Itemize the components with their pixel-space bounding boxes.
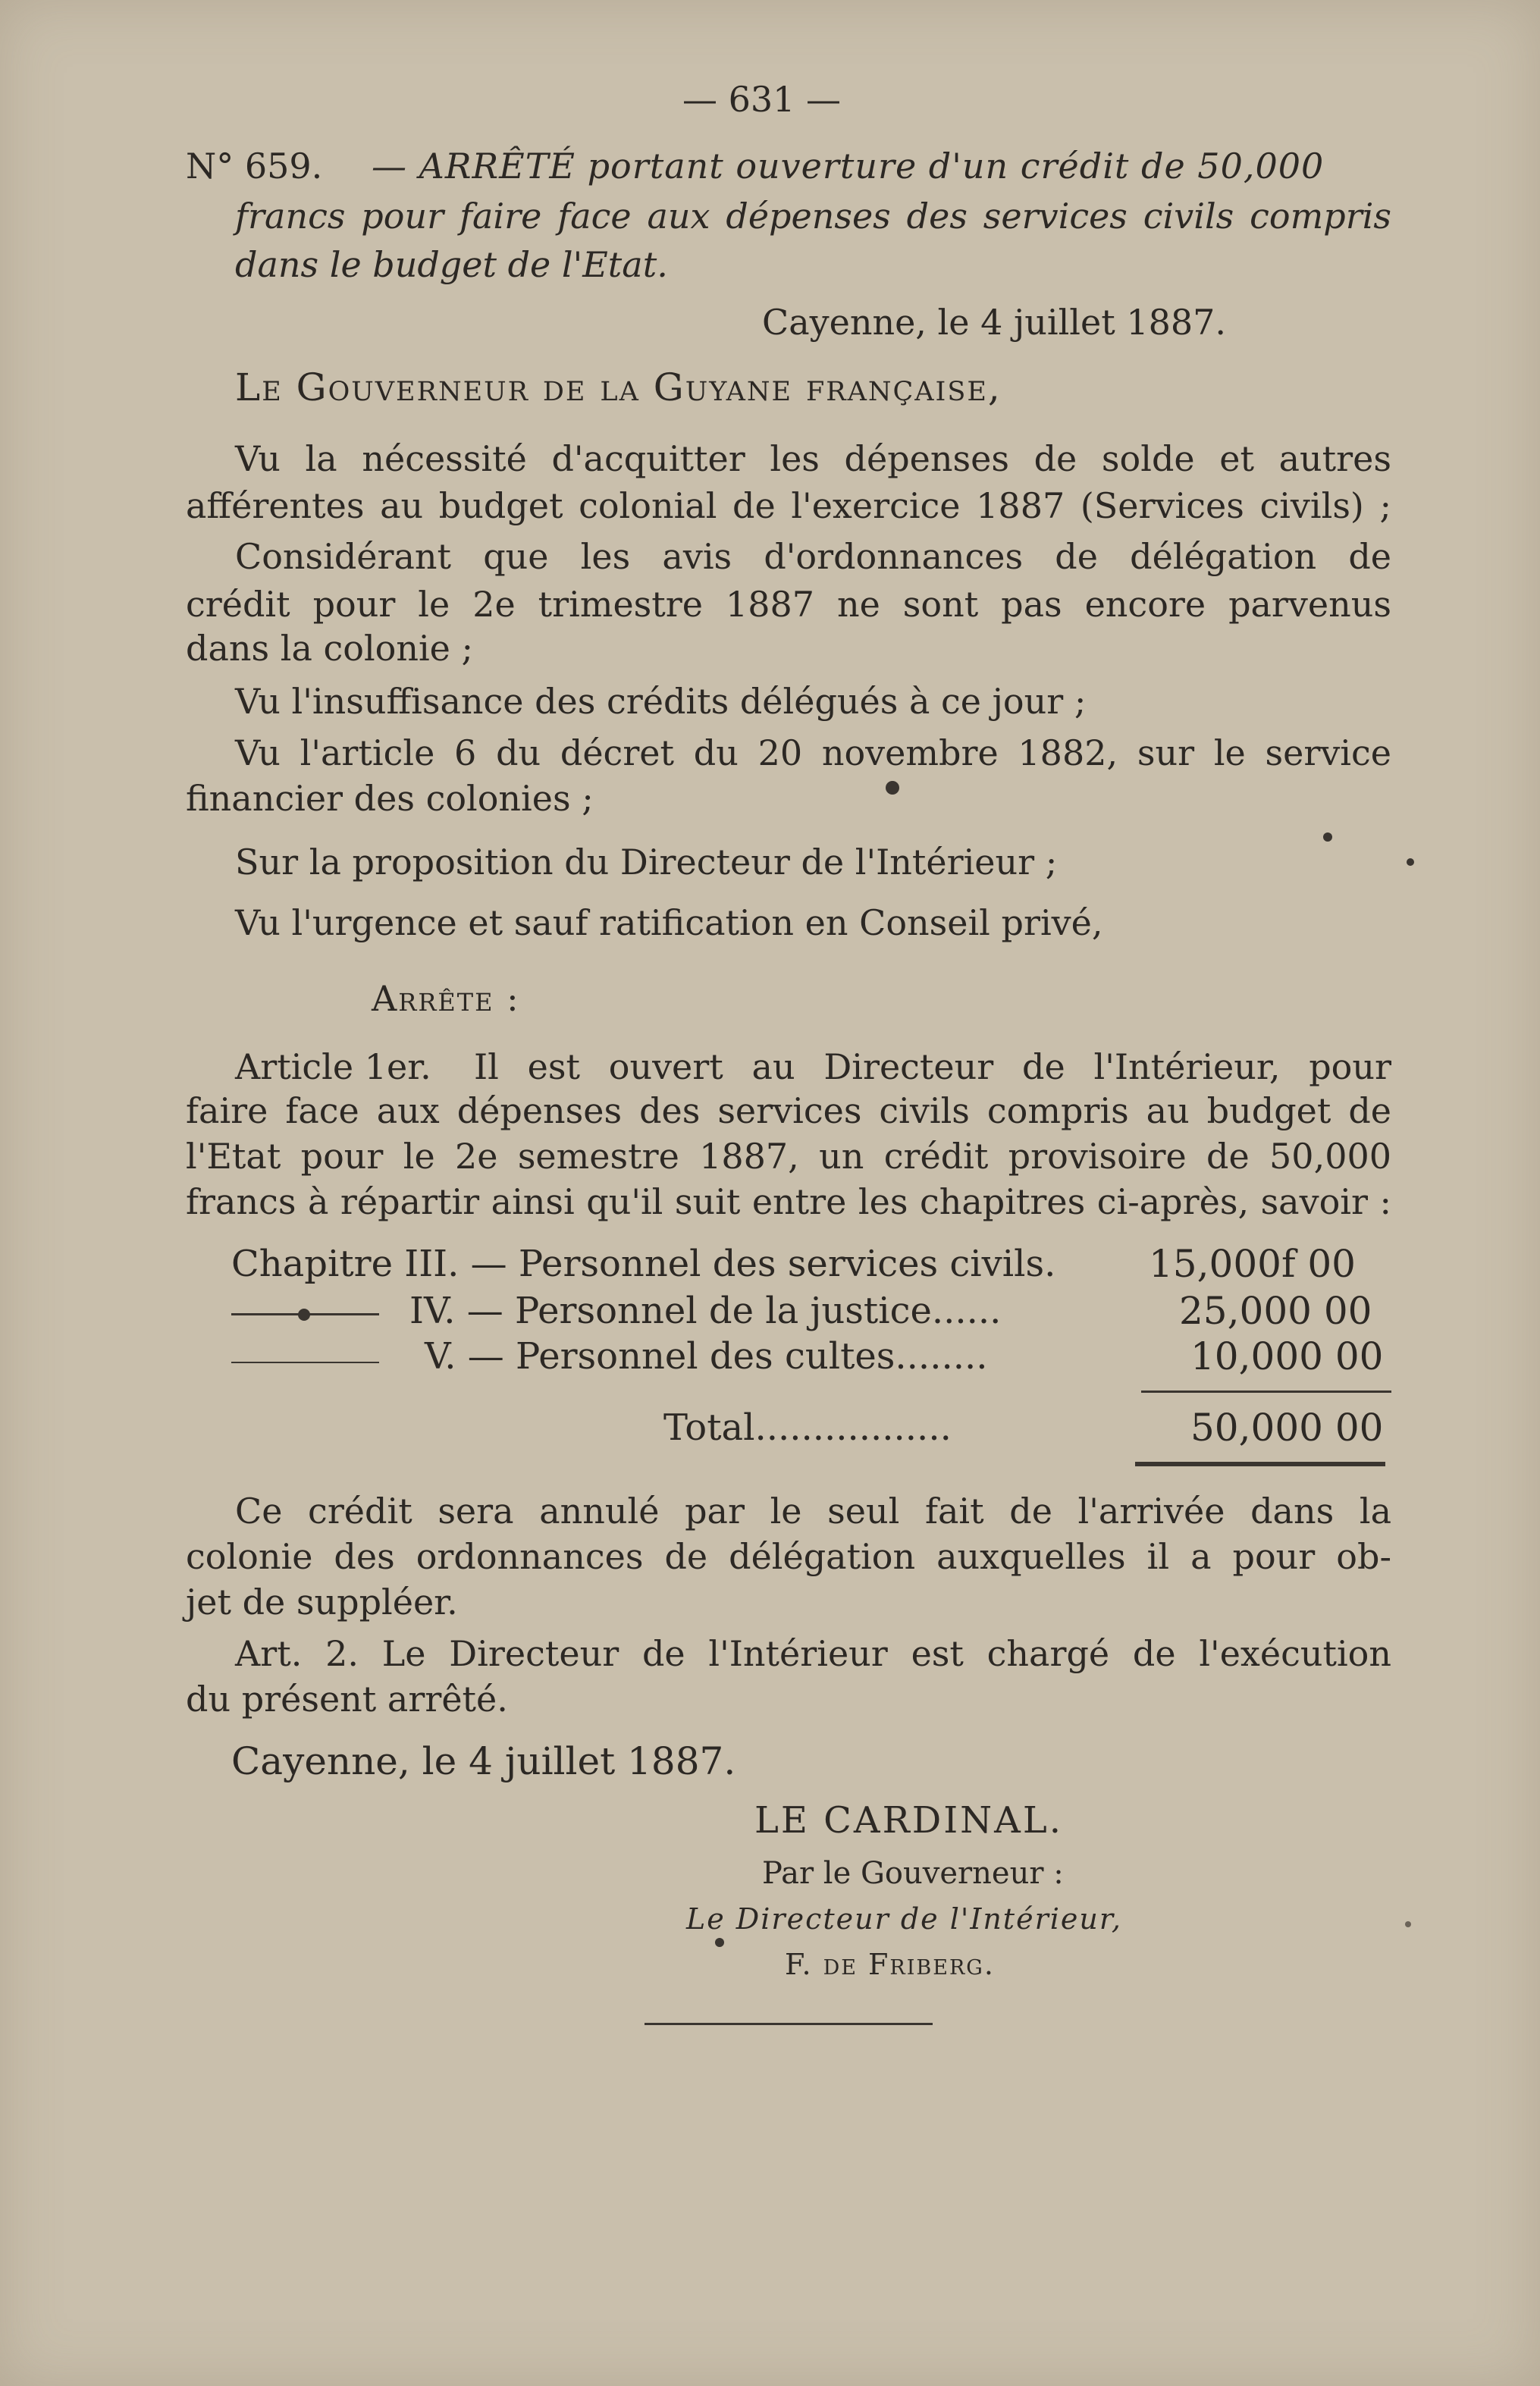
article-1-label: Article 1er. bbox=[235, 1046, 431, 1087]
chapter-3-label: Chapitre III. — Personnel des services civils. bbox=[231, 1243, 1056, 1285]
speck bbox=[1405, 1921, 1411, 1927]
speck bbox=[886, 781, 899, 795]
consideration-9: Sur la proposition du Directeur de l'Intérieur ; bbox=[235, 842, 1058, 883]
chapter-5-label: V. — Personnel des cultes........ bbox=[425, 1335, 988, 1378]
consideration-4: crédit pour le 2e trimestre 1887 ne sont pas encore parvenus bbox=[186, 584, 1391, 625]
article-1-line-1: Il est ouvert au Directeur de l'Intérieur, pour bbox=[474, 1046, 1391, 1087]
decree-title-line-3: dans le budget de l'Etat. bbox=[235, 244, 668, 285]
closing-line-1: Ce crédit sera annulé par le seul fait de l'arrivée dans la bbox=[235, 1491, 1391, 1532]
arrete-label: Arrête : bbox=[372, 978, 520, 1019]
consideration-5: dans la colonie ; bbox=[186, 628, 474, 669]
article-1-line-3: l'Etat pour le 2e semestre 1887, un crédit provisoire de 50,000 bbox=[186, 1136, 1391, 1177]
consideration-8: financier des colonies ; bbox=[186, 778, 594, 819]
consideration-2: afférentes au budget colonial de l'exercice 1887 (Services civils) ; bbox=[186, 485, 1391, 526]
article-2-line-2: du présent arrêté. bbox=[186, 1679, 508, 1720]
signature-name: LE CARDINAL. bbox=[754, 1799, 1063, 1842]
place-date: Cayenne, le 4 juillet 1887. bbox=[762, 302, 1227, 343]
sum-rule bbox=[1141, 1391, 1391, 1393]
consideration-6: Vu l'insuffisance des crédits délégués à ce jour ; bbox=[235, 681, 1087, 722]
decree-title-line-2: francs pour faire face aux dépenses des services civils compris bbox=[235, 196, 1391, 237]
chapter-5-amount: 10,000 00 bbox=[1190, 1334, 1384, 1378]
signature-signer: F. de Friberg. bbox=[785, 1948, 995, 1981]
decree-title-line-1: — ARRÊTÉ portant ouverture d'un crédit de 50,000 bbox=[372, 146, 1325, 187]
article-1-line-4: francs à répartir ainsi qu'il suit entre les chapitres ci-après, savoir : bbox=[186, 1181, 1391, 1222]
closing-line-3: jet de suppléer. bbox=[186, 1582, 458, 1623]
total-rule bbox=[1135, 1462, 1385, 1466]
closing-line-2: colonie des ordonnances de délégation auxquelles il a pour ob- bbox=[186, 1536, 1391, 1577]
consideration-10: Vu l'urgence et sauf ratification en Conseil privé, bbox=[235, 902, 1103, 943]
chapter-4-label: IV. — Personnel de la justice...... bbox=[409, 1290, 1002, 1332]
chapter-3-amount: 15,000f 00 bbox=[1149, 1242, 1356, 1286]
total-label: Total................. bbox=[663, 1406, 952, 1449]
ditto-dot bbox=[298, 1309, 310, 1321]
governor-line: Le Gouverneur de la Guyane française, bbox=[235, 365, 1002, 409]
consideration-7: Vu l'article 6 du décret du 20 novembre 1882, sur le service bbox=[235, 732, 1391, 773]
speck bbox=[1407, 858, 1414, 866]
consideration-3: Considérant que les avis d'ordonnances de délégation de bbox=[235, 536, 1391, 577]
total-amount: 50,000 00 bbox=[1190, 1406, 1384, 1450]
chapter-4-amount: 25,000 00 bbox=[1179, 1289, 1372, 1333]
page-number: — 631 — bbox=[682, 79, 842, 120]
consideration-1: Vu la nécessité d'acquitter les dépenses de solde et autres bbox=[235, 438, 1391, 479]
signature-role: Le Directeur de l'Intérieur, bbox=[686, 1902, 1122, 1936]
article-2-line-1: Art. 2. Le Directeur de l'Intérieur est chargé de l'exécution bbox=[235, 1633, 1391, 1674]
end-rule bbox=[645, 2023, 933, 2025]
article-1-line-2: faire face aux dépenses des services civils compris au budget de bbox=[186, 1090, 1391, 1131]
speck bbox=[1323, 832, 1332, 842]
speck bbox=[715, 1938, 724, 1947]
decree-number: N° 659. bbox=[186, 146, 323, 187]
ditto-dash-2 bbox=[231, 1362, 379, 1363]
closing-place-date: Cayenne, le 4 juillet 1887. bbox=[231, 1739, 736, 1783]
signature-by: Par le Gouverneur : bbox=[762, 1856, 1064, 1891]
